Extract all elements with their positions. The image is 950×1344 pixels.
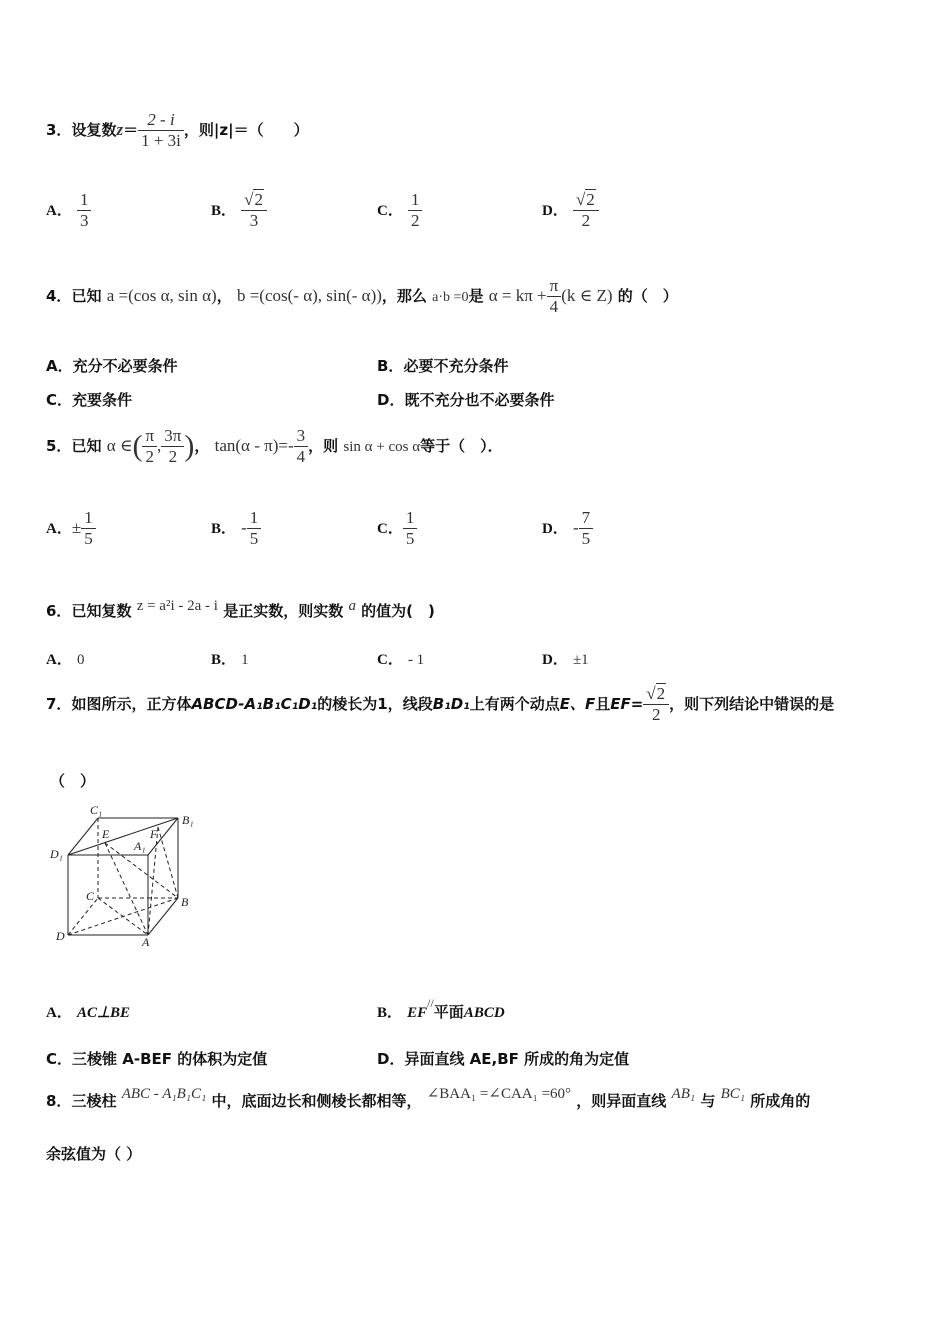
sqrt-symbol: √2 <box>575 190 595 209</box>
q4-option-c[interactable]: C．充要条件 <box>46 391 133 409</box>
label-b: B <box>181 895 189 909</box>
question-4: 4．已知 a =(cos α, sin α)， b =(cos(- α), sin(- α))，那么 a·b =0是 α = kπ + $\frac{\pi}{4}$ (k ∈ Z) 的（ ） <box>46 276 678 316</box>
q7-paren: （ ） <box>50 772 96 790</box>
q6-option-c[interactable]: C． - 1 <box>377 652 425 668</box>
q7-option-c[interactable]: C．三棱锥 A-BEF 的体积为定值 <box>46 1050 268 1068</box>
label-d: D <box>56 929 65 943</box>
q7-option-a[interactable]: A． AC⊥BE <box>46 1005 131 1021</box>
question-6: 6．已知复数 z = a²i - 2a - i 是正实数，则实数 a 的值为( ) <box>46 598 435 620</box>
label-b1: B₁ <box>182 813 194 827</box>
sqrt-symbol: √2 <box>244 190 263 209</box>
label-d1: D₁ <box>50 847 63 861</box>
cube-figure <box>50 800 210 950</box>
label-e: E <box>102 827 110 841</box>
q3-option-a[interactable]: A． $\frac{1}{3}$ <box>46 190 91 231</box>
q5-option-d[interactable]: D． - $\frac{7}{5}$ <box>542 508 593 549</box>
label-a: A <box>142 935 150 949</box>
label-c: C <box>86 889 95 903</box>
q3-fraction: $\frac{2 - i}{1 + 3i}$ <box>138 110 184 151</box>
q5-option-b[interactable]: B． - $\frac{1}{5}$ <box>211 508 261 549</box>
question-8-line-2: 余弦值为（ ） <box>46 1145 142 1163</box>
q4-option-a[interactable]: A．充分不必要条件 <box>46 357 178 375</box>
label-c1: C₁ <box>90 803 103 817</box>
q6-option-b[interactable]: B． 1 <box>211 652 249 668</box>
q7-option-b[interactable]: B． EF//平面ABCD <box>377 996 505 1021</box>
q3-option-c[interactable]: C． $\frac{1}{2}$ <box>377 190 422 231</box>
q5-option-c[interactable]: C． $\frac{1}{5}$ <box>377 508 417 549</box>
q6-option-d[interactable]: D． ±1 <box>542 652 589 668</box>
label-a1: A₁ <box>134 839 146 853</box>
q3-option-d[interactable]: D． $\frac{√2}{2}$ <box>542 190 599 231</box>
segment-d-b <box>68 898 178 935</box>
q3-option-b[interactable]: B． $\frac{√2}{3}$ <box>211 190 267 231</box>
label-f: F <box>150 827 158 841</box>
q4-option-d[interactable]: D．既不充分也不必要条件 <box>377 391 555 409</box>
q4-option-b[interactable]: B．必要不充分条件 <box>377 357 509 375</box>
segment-e-a <box>105 843 148 935</box>
segment-f-b <box>158 827 178 898</box>
question-8: 8．三棱柱 ABC - A₁B₁C₁ 中，底面边长和侧棱长都相等， ∠BAA₁ =∠CAA₁ =60° ，则异面直线 AB₁ 与 BC₁ 所成角的 <box>46 1086 811 1110</box>
segment-f-a <box>148 827 158 935</box>
q7-option-d[interactable]: D．异面直线 AE,BF 所成的角为定值 <box>377 1050 630 1068</box>
segment-b1d1 <box>68 818 178 855</box>
question-7: 7．如图所示，正方体ABCD-A₁B₁C₁D₁的棱长为1，线段B₁D₁上有两个动点E、F且EF= $\frac{√2}{2}$ ，则下列结论中错误的是 <box>46 684 835 724</box>
question-3: 3．设复数z＝ $\frac{2 - i}{1 + 3i}$ ，则|z|＝（ ） <box>46 110 309 150</box>
q6-option-a[interactable]: A． 0 <box>46 652 85 668</box>
question-5: 5．已知 α ∈( $\frac{\pi}{2}$ , $\frac{3\pi}{2}$ )， tan(α - π)=- $\frac{3}{4}$ ，则 sin α + cos α等于（ ）． <box>46 426 503 466</box>
q5-option-a[interactable]: A．± $\frac{1}{5}$ <box>46 508 96 549</box>
sqrt-symbol: √2 <box>646 684 666 703</box>
